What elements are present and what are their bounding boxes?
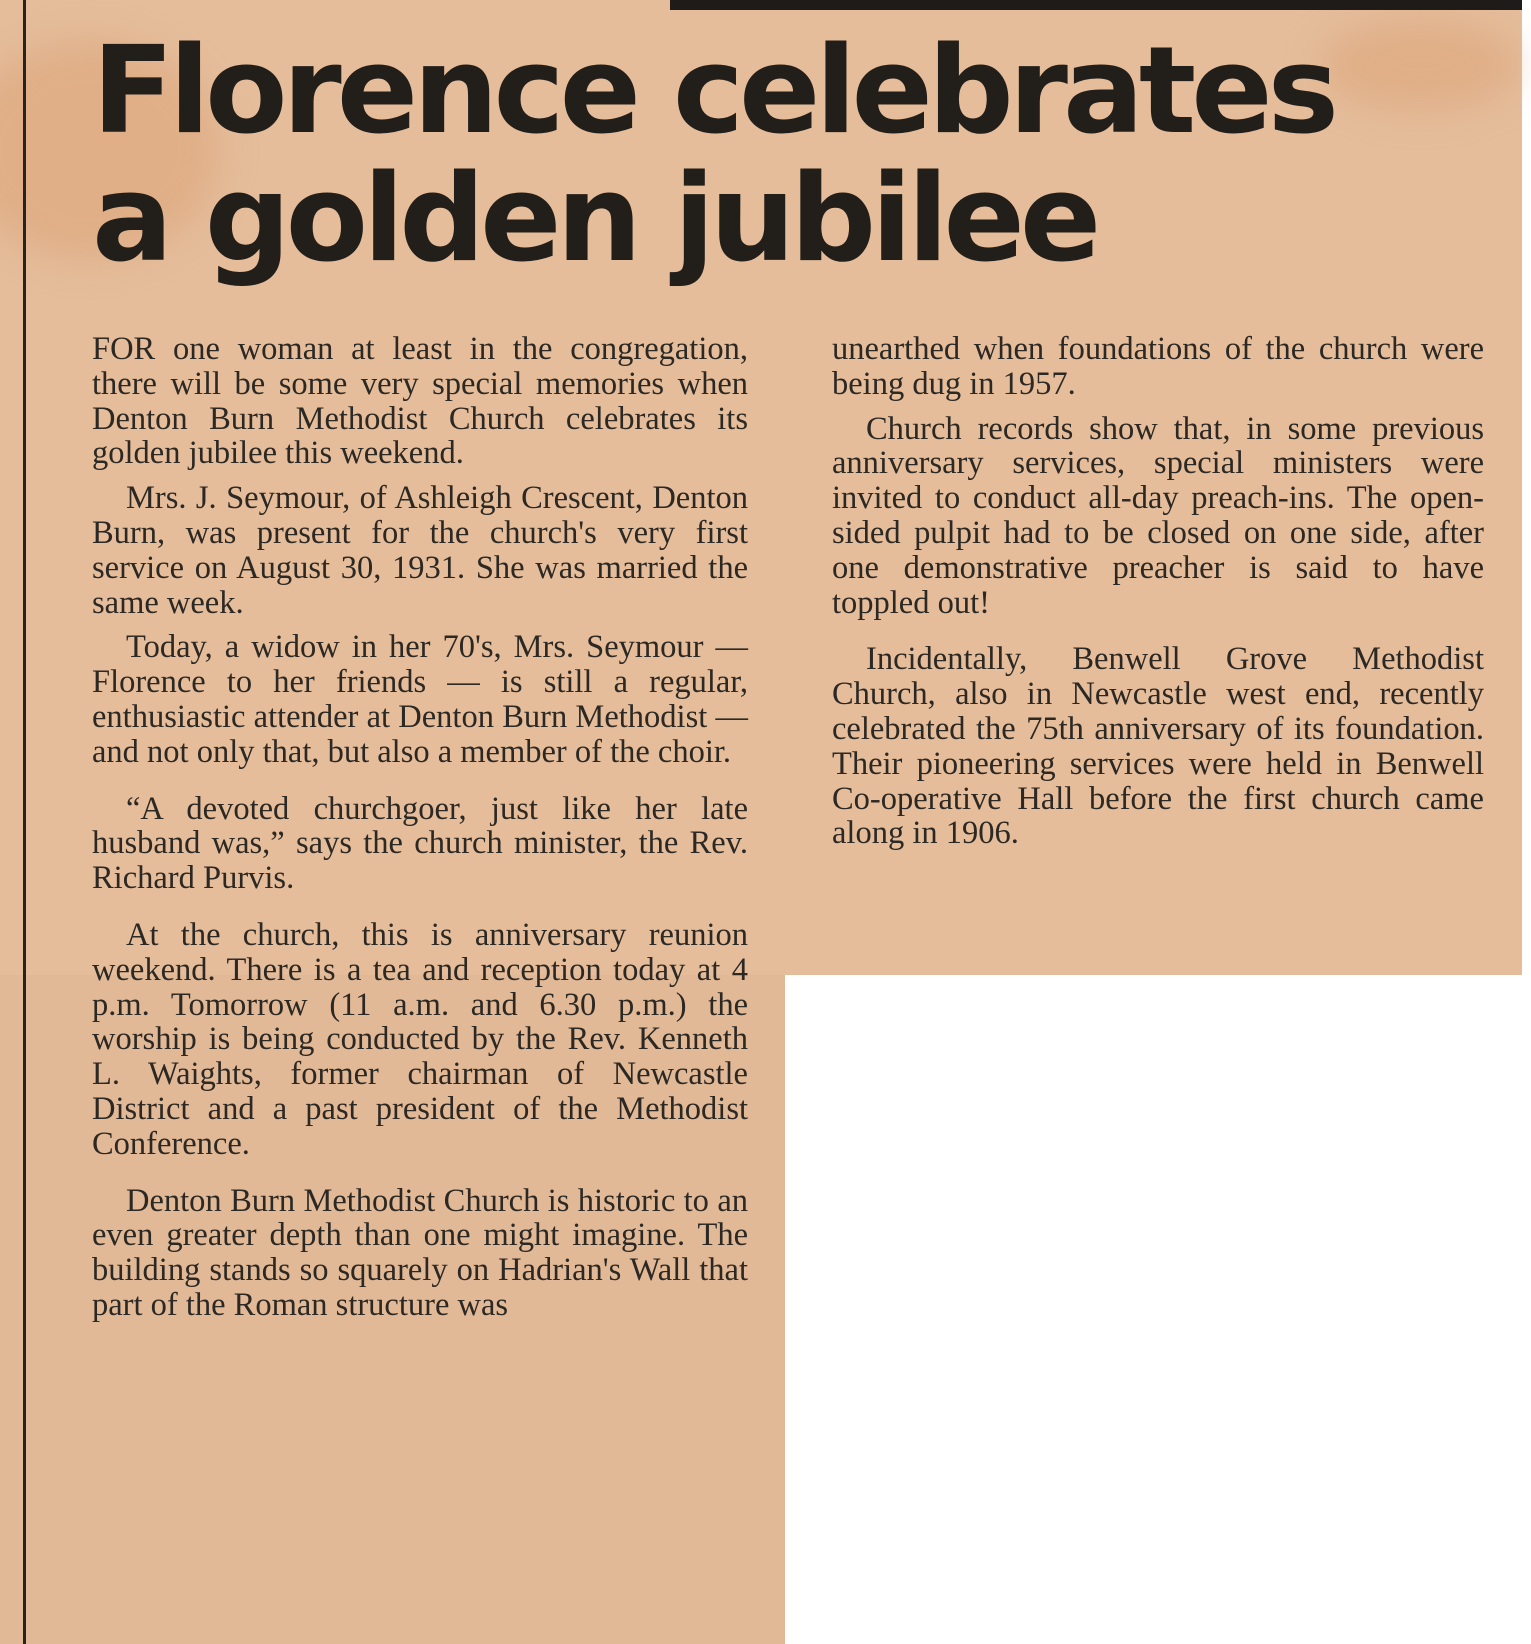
- paragraph: Church records show that, in some previous anniversary services, special ministers were invited to conduct all-day preach-ins. The open-sided pulpit had to be closed on one side, after one demonstrative preacher is said to have toppled out!: [832, 410, 1484, 621]
- paragraph: unearthed when foundations of the church were being dug in 1957.: [832, 331, 1484, 402]
- article-column-right: [832, 332, 1484, 861]
- paragraph: Denton Burn Methodist Church is historic to an even greater depth than one might imagine. The building stands so squarely on Hadrian's Wall that part of the Roman structure was: [92, 1182, 748, 1323]
- article-column-left: [92, 332, 748, 1333]
- headline-line-1: Florence celebrates: [92, 22, 1335, 161]
- headline: [92, 22, 1392, 289]
- paragraph: At the church, this is anniversary reunion weekend. There is a tea and reception today at 4 p.m. Tomorrow (11 a.m. and 6.30 p.m.) the worship is being conducted by the Rev. Kenneth L. Waights, former chairman of Newcastle District and a past president of the Methodist Conference.: [92, 916, 748, 1162]
- paragraph: Mrs. J. Seymour, of Ashleigh Crescent, Denton Burn, was present for the church's very first service on August 30, 1931. She was married the same week.: [92, 480, 748, 621]
- paragraph: “A devoted churchgoer, just like her late husband was,” says the church minister, the Rev. Richard Purvis.: [92, 790, 748, 897]
- paragraph: Today, a widow in her 70's, Mrs. Seymour — Florence to her friends — is still a regular, enthusiastic attender at Denton Burn Methodist — and not only that, but also a member of the choir.: [92, 629, 748, 770]
- paragraph: Incidentally, Benwell Grove Methodist Church, also in Newcastle west end, recently celebrated the 75th anniversary of its foundation. Their pioneering services were held in Benwell Co-operative Hall before the first church came along in 1906.: [832, 641, 1484, 852]
- paragraph: FOR one woman at least in the congregation, there will be some very special memories when Denton Burn Methodist Church celebrates its golden jubilee this weekend.: [92, 331, 748, 472]
- column-rule-top: [670, 0, 1522, 10]
- column-rule-left: [23, 0, 26, 1644]
- headline-line-2: a golden jubilee: [92, 150, 1097, 289]
